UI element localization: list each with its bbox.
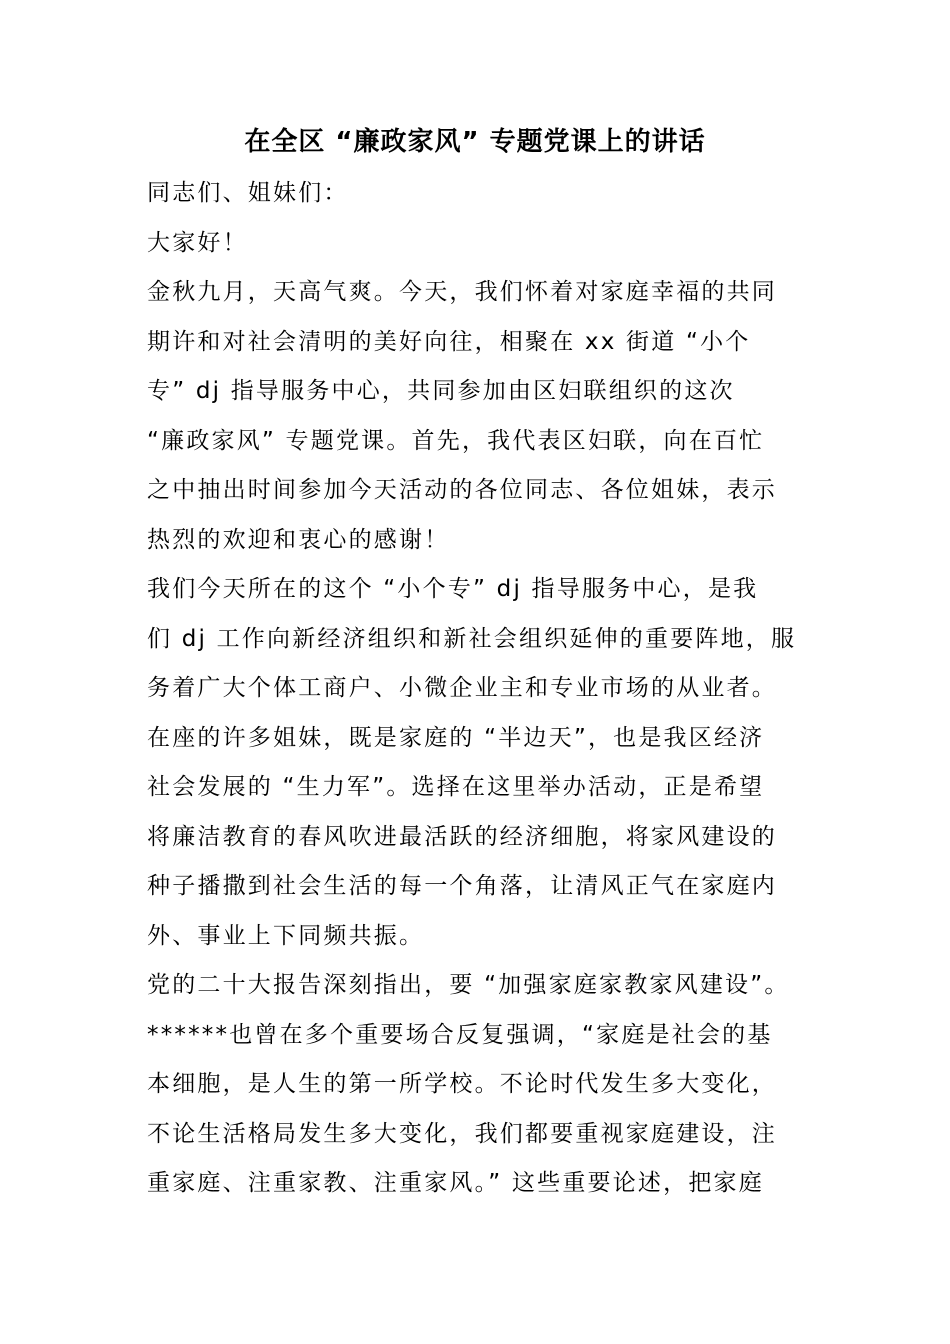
body-line: 专” dj 指导服务中心，共同参加由区妇联组织的这次 <box>147 378 735 404</box>
body-line: 期许和对社会清明的美好向往，相聚在 xx 街道 “小个 <box>147 328 751 355</box>
body-line: 重家庭、注重家教、注重家风。” 这些重要论述，把家庭 <box>147 1170 764 1196</box>
body-line: ******也曾在多个重要场合反复强调，“家庭是社会的基 <box>147 1021 773 1048</box>
body-line: 外、事业上下同频共振。 <box>147 922 425 949</box>
body-line: 将廉洁教育的春风吹进最活跃的经济细胞，将家风建设的 <box>147 823 777 850</box>
body-line: 在座的许多姐妹，既是家庭的 “半边天”，也是我区经济 <box>147 724 765 751</box>
body-line: 金秋九月，天高气爽。今天，我们怀着对家庭幸福的共同 <box>147 279 777 305</box>
body-line: 们 dj 工作向新经济组织和新社会组织延伸的重要阵地，服 <box>147 625 797 652</box>
body-line: 务着广大个体工商户、小微企业主和专业市场的从业者。 <box>147 675 777 701</box>
body-line: “廉政家风” 专题党课。首先，我代表区妇联，向在百忙 <box>147 427 765 454</box>
document-body <box>147 169 827 1209</box>
greeting-line: 大家好！ <box>147 229 248 256</box>
document-title: 在全区 “廉政家风” 专题党课上的讲话 <box>244 127 706 157</box>
body-line: 热烈的欢迎和衷心的感谢！ <box>147 526 450 553</box>
body-line: 之中抽出时间参加今天活动的各位同志、各位姐妹，表示 <box>147 477 777 503</box>
salutation-line: 同志们、姐妹们： <box>147 180 349 206</box>
body-line: 社会发展的 “生力军”。选择在这里举办活动，正是希望 <box>147 774 765 800</box>
body-line: 不论生活格局发生多大变化，我们都要重视家庭建设，注 <box>147 1120 777 1147</box>
body-line: 本细胞，是人生的第一所学校。不论时代发生多大变化， <box>147 1071 777 1097</box>
body-line: 我们今天所在的这个 “小个专” dj 指导服务中心，是我 <box>147 576 759 602</box>
body-line: 种子播撒到社会生活的每一个角落，让清风正气在家庭内 <box>147 873 777 899</box>
body-line: 党的二十大报告深刻指出，要 “加强家庭家教家风建设”。 <box>147 972 790 998</box>
